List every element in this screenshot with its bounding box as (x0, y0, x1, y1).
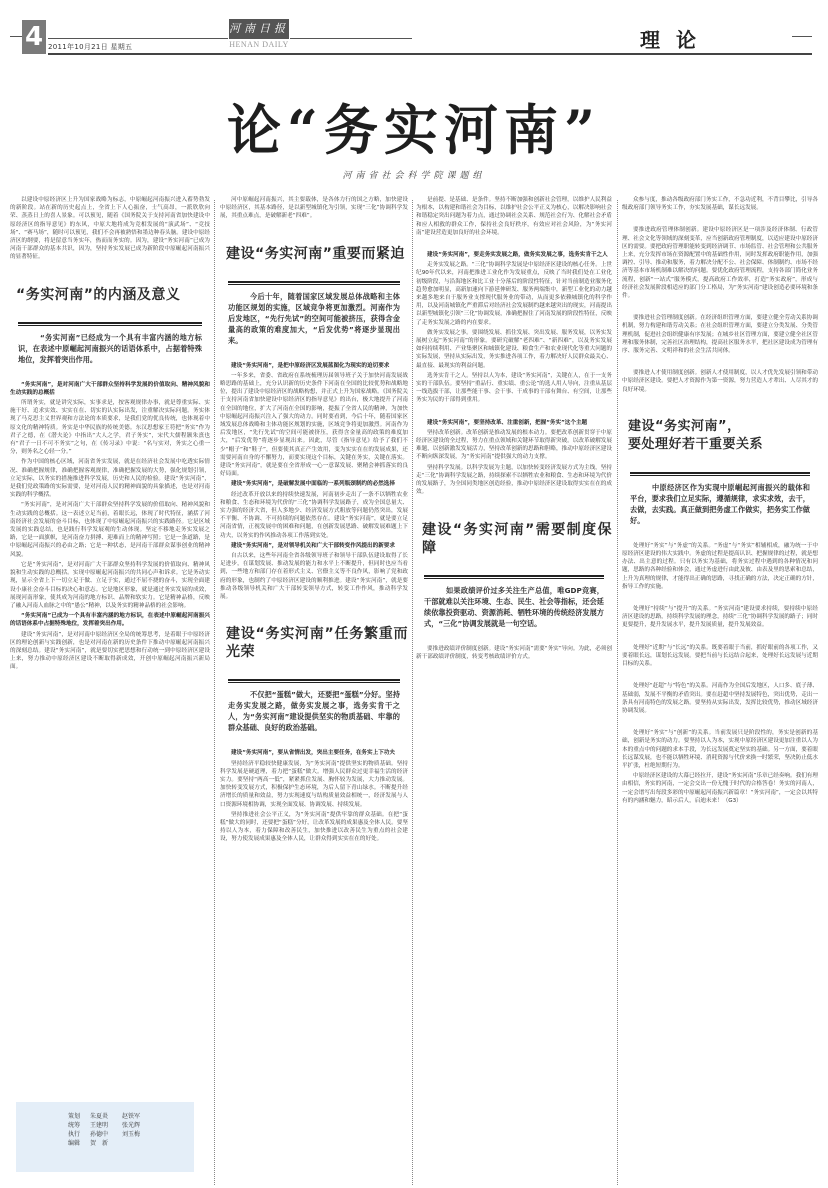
credit-role: 执行 (68, 1131, 81, 1138)
credit-role: 统筹 (68, 1122, 81, 1129)
paragraph: 处理好“务实”与“务虚”的关系。“务虚”与“务实”相辅相成，融为统一于中原经济区建设的伟大实践中。务虚的过程是提高认识、把握规律的过程，就是想办法、出主意的过程。只有以务实为基础，将务实过程中遇到的各种情况和问题，思路的各种经验和体会，通过务虚进行由此及彼、由表及里的思索和总结，上升为真理的规律，才能得出正确的思路，寻找正确的方法，决定正确的方针，指导工作的实施。 (622, 542, 818, 590)
credit-row (68, 1139, 194, 1148)
paragraph-lead: 建设“务实河南”，是对领导机关和广大干部转变作风提出的新要求 (231, 542, 395, 549)
paragraph: 中原经济区建设的大幕已经拉开，建设“务实河南”乐章已经奏响。我们有理由相信，务实的河南，一定会交出一份无愧于时代的合格答卷！务实的河南人，一定会谱写出每段多彩的中原崛起河南振兴新篇章！“务实河南”，一定会以其特有的内涵和魅力，昭示后人，启迪未来！（G3） (622, 773, 818, 804)
section-summary (424, 575, 604, 629)
paragraph: 一年多来，省委、省政府在系统梳理历届领导班子关于加快河南发展战略思路的基础上，充分认识新的历史条件下河南在全国的比较优势和战略地位，提出了建设中原经济区的战略构想，并正式上升为国家战略。《国务院关于支持河南省加快建设中原经济区的指导意见》的出台，极大地提升了河南在全国的地位，扩大了河南在全国的影响，提振了全省人民的精神，为加快中原崛起河南振兴注入了强大的动力。同时要看到，今后十年，随着国家区域发展总体战略和主体功能区规划的实施，区域竞争将更加激烈。河南作为后发地区，“先行先试”的空间可能被挤压，获得含金量高的政策的难度加大，“后发优势”将逐步显现出来。因此，尽管《指导意见》给予了我们不少“帽子”和“鞋子”，但要使其真正产生效用，变为实实在在的发展成果，还需要河南自身的不懈努力，而要实现这个目标，关键在务实，关键在落实。建设“务实河南”，就是要在全省形成一心一意谋发展、聚精会神抓落实的良好局面。 (220, 372, 408, 478)
summary-rule (228, 679, 400, 683)
paragraph: 以建设中原经济区上升为国家战略为标志，中原崛起河南振兴进入蓄势勃发的新阶段。站在新的历史起点上，全省上下人心振奋，士气高昂，一派欣欣向荣、蒸蒸日上的喜人景象。可以预见，随着《国务院关于支持河南省加快建设中原经济区的指导意见》的东风，中原大地将成为竞相发展的“演武场”、“竞技场”、“赛马场”，随时可以预见，我们不会再被熟悟和墨边种春头脑。建设中原经济区的纲要，将是留意当务实年，热而而务实的。因为，建设“务实河南”已成为河南干部群众的基本共识，因为，坚持务实发展已成为新阶段中原崛起河南振兴的显著特征。 (10, 197, 210, 261)
section-summary (228, 281, 400, 346)
paragraph: 它是“务实河南”，是对河南广大干部群众坚持科学发展的价值取向、精神风貌和生动实践的总概括。实现中原崛起河南振兴的共同心声和诉求。它是务动实现，显示全省上下一切立足于做、立足于实，通过不屈不挠的奋斗，实现全面建设小康社会奋斗目标的决心和意志。它是地区形象，就是通过务实发展的成效，展现河南形象，使其成为河南的地方标识、品牌和软实力。它是精神品格，反映了融入河南人血脉之中的“愚公”精神，以及务实的精神品格的社会影响。 (10, 561, 210, 609)
paragraph: 走务实发展之路。“三化”协调科学发展是中原经济区建设的核心任务。上世纪90年代以来，河南把推进工业化作为发展重点，反映了当时我们处在工业化初级阶段，与沿海地区和比工业十分落后的阶段性特征，针对当前制造业服务化趋势愈加明显，高新加速向下游延伸研发、服务两端集中，新型工业化的动力越来越多地来自于服务业支撑现代服务业的带动，从而更多依赖城镇化的科学作用，以及河南城镇化严重滞后对经济社会发展制约越来越突出的现实，河南提出以新型城镇化引领“三化”协调发展，准确把握住了河南发展的阶段性特征，反映了走务实发展之路的内在要求。 (416, 262, 612, 326)
column-divider (214, 200, 215, 1185)
spacer (622, 302, 818, 314)
spacer (622, 593, 818, 605)
paragraph: 处理好“务实”与“创新”的关系。当前发展只是阶段性的，务实是创新的基础，创新是务实的动力。要坚持以人为本，实现中原经济区建设更加注重以人为本的重点中的问题的求本手段，为长远发展奠定坚实的基础。另一方面，要着眼长远谋发展，也不能以牺牲环境、消耗资源与代价来换一时繁荣，坚决防止低水平扩张，杜绝短期行为。 (622, 730, 818, 769)
section-name: 理论 (640, 28, 712, 52)
rule-top-right (290, 38, 412, 39)
credit-name: 孙德中 (90, 1131, 109, 1138)
section-summary (630, 472, 810, 526)
spacer (622, 357, 818, 369)
paragraph-lead: 建设“务实河南”，是把中原经济区发展蓝图化为现实的迫切要求 (231, 362, 390, 369)
paragraph-lead: 建设“务实河南”，要坚持改革、注重创新，把握“务实”这个主题 (427, 419, 588, 426)
paragraph: 处理好“近期”与“长远”的关系。既要着眼于当前，抓好眼前的各项工作，又要着眼长远，谋划长远发展。要把当前与长远结合起来，处理好长远发展与近期目标的关系。 (622, 644, 818, 668)
paragraph: “务实河南”，是对河南广大干部群众坚持科学发展的价值取向、精神风貌和生动实践的总概括。这一表述立足当前，着眼长远，体现了时代特征，涵括了河南经济社会发展的奋斗目标，也体现了中原崛起河南振兴的实践路径。它是区域发展的实践总结，也是践行科学发展观的生动体现。坚定不移地走务实发展之路，它是一面旗帜，是河南奋力拼搏、迎难而上的精神写照；它是一条道路，是中原崛起河南振兴的必由之路；它是一种状态，是河南干部群众谋事创业的精神风貌。 (10, 502, 210, 558)
paragraph: 处理好“赶超”与“特色”的关系。河南作为全国后发地区，人口多、底子薄、基础弱，发展不平衡的矛盾突出。要在赶超中坚持发展特色，突出优势，走出一条具有河南特色的发展之路。要坚持从实际出发，发挥比较优势，推动区域经济协调发展。 (622, 683, 818, 714)
summary-rule (424, 575, 604, 579)
article-byline: 河南省社会科学院课题组 (342, 171, 486, 181)
section-heading-line: 要处理好若干重要关系 (628, 436, 764, 452)
credit-role: 编辑 (68, 1140, 81, 1147)
credit-name: 刘玉梅 (122, 1131, 141, 1138)
credit-name: 张光辉 (122, 1122, 141, 1129)
paragraph: 要推进政府管理体制创新。建设中原经济区是一项涉及经济体制、行政管理、社会文化等领域的深刻变革，应当创新政府管理制度，以适应建设中原经济区的需要。要把政府管理职能转变到经济调节、市场监管、社会管理和公共服务上来，充分发挥市场在资源配置中的基础性作用，同时发挥政府职能作用，加强调控、引导、推动和服务，着力解决分配不公、社会保障、体制制约、市场不经济等基本市场机制难以解决的问题。要优化政府管理流程，支持各部门简化业务流程，创新“一站式”服务模式，提高政府工作效率，打造“务实政府”，形成与经济社会发展阶段相适应的部门分工格局，为“务实河南”建设创造必要环境和条件。 (622, 227, 818, 300)
summary-text: 中原经济区作为实现中原崛起河南振兴的载体和平台，要求我们立足实际，遵循规律，求实求效，去干，去做，去实践。真正做到把务虚工作做实，把务实工作做好。 (630, 482, 810, 525)
credit-row (68, 1130, 194, 1139)
article-title: 论“务实河南” (226, 98, 602, 162)
section-heading: 建设“务实河南”需要制度保障 (422, 521, 612, 556)
section-heading (628, 418, 818, 454)
paragraph: 坚持改革创新。改革创新是推动发展的根本动力。要把改革创新贯穿于中原经济区建设的全过程，努力在重点领域和关键环节取得新突破。以改革破解发展难题，以创新激发发展活力，坚持改革创新的思路和胆略，推动中原经济区建设不断向纵深发展，为“务实河南”提供强大的动力支撑。 (416, 429, 612, 461)
summary-text: 今后十年，随着国家区域发展总体战略和主体功能区规划的实施，区域竞争将更加激烈。河南作为后发地区，“先行先试”的空间可能被挤压，获得含金量高的政策的难度加大，“后发优势”将逐步显现出来。 (228, 291, 400, 345)
paragraph-lead: 建设“务实河南”，要走务实发展之路，做务实发展之事，选务实肯干之人 (427, 252, 608, 259)
section-heading: “务实河南”的内涵及意义 (16, 286, 181, 303)
paragraph: 要推进人才使用制度创新。创新人才使用制度，以人才优先发展引领和带动中原经济区建设。要把人才资源作为第一资源，努力营造人才辈出、人尽其才的良好环境。 (622, 370, 818, 393)
paragraph: 要推进社会管理制度创新。在经济组织管理方面，要建立健全劳动关系协调机制，努力构建和谐劳动关系；在社会组织管理方面，要建立分类发展、分类管理机制，促进社会组织健康有序发展；在城乡社区管理方面，要建立健全社区管理和服务体制，完善社区治理结构，提高社区服务水平，把社区建设成为管理有序、服务完善、文明祥和的社会生活共同体。 (622, 315, 818, 355)
paragraph: 坚持经济平稳较快健康发展，为“务实河南”提供坚实的物质基础。坚持科学发展是硬道理，着力把“蛋糕”做大。增强人民群众过更幸福生活的经济实力。要坚持“两高一低”，紧紧抓住发展、胸怀较为发展，大力推动发展。加快转变发展方式，积极保护生态环境，为后人留下青山绿水。不断提升经济增长的质量和效益，努力实现速度与结构质量效益相统一，经济发展与人口资源环境相协调，实现全面发展、协调发展、持续发展。 (220, 760, 408, 808)
summary-text: “务实河南”已经成为一个具有丰富内涵的地方标识，在表述中原崛起河南振兴的话语体系中，占据着特殊地位，发挥着突出作用。 (18, 332, 202, 364)
spacer (622, 214, 818, 226)
summary-text: 如果政绩评价过多关注生产总值，唯GDP竞赛，干部就难以关注环境、生态、民生、社会等指标，还会延续依靠投资驱动、资源消耗、牺牲环境的传统经济发展方式，“三化”协调发展就是一句空话。 (424, 585, 604, 628)
credit-role: 策划 (68, 1113, 81, 1120)
rule-top (48, 38, 228, 39)
paragraph: 坚持科学发展。以科学发展为主题，以加快转变经济发展方式为主线，坚持走“三化”协调科学发展之路，持续探索不以牺牲农业和粮食、生态和环境为代价的发展路子，为全国同类地区创造经验，推动中原经济区建设取得实实在在的成效。 (416, 464, 612, 496)
paragraph: 要推进政绩评价制度创新。建设“务实河南”需要“务实”导向。为此，必须创新干部政绩评价制度，转变考核政绩评价方式。 (416, 645, 612, 660)
paragraph: 众参与度，推动各级政府部门务实工作，不急功近利，不背目攀比，引导各级政府部门领导务实工作，夯实发展基础，谋长远发展。 (622, 197, 818, 212)
paragraph: 坚持推进社会公平正义，为“务实河南”提供牢靠的群众基础。在把“蛋糕”做大的同时，还要把“蛋糕”分好，让改革发展的成果惠及全体人民。要坚持以人为本，着力保障和改善民生，加快推进以改善民生为重点的社会建设，努力使发展成果惠及全体人民，让群众得到实实在在的好处。 (220, 811, 408, 843)
paragraph: 所谓务实，就是讲究实际，实事求是，按客观规律办事，就是尊重实际、实施干好、追求实效、实实在在、切实的认实际出发，注重解决实际问题。务实体现了马克思主义世界观和方法论的本质要求，是我们党的优良传统，也体现着中原文化的精神特质。务实是中华民族的传统美德。东汉思想家王符把“务实”作为君子之德，在《潜夫论》中指出“大人之学，君子务实”，宋代大儒程颢朱熹也有“君子一日不可不务实”之句，在《传习录》中说：“名与实对，务实之心重一分，则务名之心轻一分。” (10, 400, 210, 456)
paragraph: 处理好“持续”与“提升”的关系。“务实河南”建设要求持续，要持续中原经济区建设的思路，持续科学发展的理念，持续“三化”协调科学发展的路子；同时更要提升，提升发展水平，提升发展质量，提升发展效益。 (622, 606, 818, 629)
paragraph-lead: “务实河南”，是对河南广大干部群众坚持科学发展的价值取向、精神风貌和生动实践的总概括 (10, 381, 210, 396)
credit-row (68, 1112, 194, 1121)
column-divider (412, 200, 413, 1185)
article-column-3 (416, 196, 612, 1186)
spacer (622, 632, 818, 644)
rule-right (792, 36, 812, 37)
newspaper-logo: 河南日报 (229, 19, 289, 39)
credit-name: 赵铁军 (122, 1113, 141, 1120)
paragraph: 选务实肯干之人。坚持以人为本，建设“务实河南”，关键在人，在于一支务实的干部队伍。要坚持“重品行、重实绩、重公论”的选人用人导向，注重从基层一线选拔干部，让那些能干事、会干事、干成事的干部有舞台、有空间，让那些务实为民的干部得到重用。 (416, 372, 612, 404)
credit-row (68, 1121, 194, 1130)
paragraph: 作为中国的核心区域，河南省务实发展，就是在经济社会发展中吃透实际情况、准确把握规律，准确把握客观规律，准确把握发展的大势，强化规划引领，立足实际，以务实的措施推进科学发展，历史和人民的检验。建设“务实河南”，是我们党政策路的实际需要，是对河南人民的精神面貌的具象描述，也是对河南实践的科学概括。 (10, 459, 210, 499)
section-heading-line: 建设“务实河南”， (628, 418, 741, 434)
paragraph-lead: 建设“务实河南”，是破解发展中面临的一系列瓶颈制约的必然选择 (231, 481, 395, 488)
paragraph-lead: “务实河南”已成为一个具有丰富内涵的地方标识，在表述中原崛起河南振兴的话语体系中占据特殊地位，发挥着突出作用。 (10, 613, 210, 628)
page-number: 4 (22, 20, 46, 54)
paragraph: 建设“务实河南”，是对河南中原经济区全局的统筹思考，是着眼于中原经济区的理论创新与实践创新，也是对河南在新的历史条件下推动中原崛起河南振兴的深刻总结。建设“务实河南”，就是要切实把思想和行动统一到中原经济区建设上来，努力推动中原经济区建设不断取得新成效，开创中原崛起河南振兴新局面。 (10, 631, 210, 671)
newspaper-logo-english: HENAN DAILY (229, 40, 289, 49)
section-summary (18, 322, 202, 365)
summary-rule (228, 281, 400, 285)
masthead (0, 0, 828, 60)
spacer (416, 407, 612, 419)
credit-name: 贺 新 (90, 1140, 109, 1147)
section-heading: 建设“务实河南”任务繁重而光荣 (226, 626, 408, 661)
paragraph-lead: 建设“务实河南”，要从省情出发，突出主要任务，在务实上下功夫 (231, 750, 395, 757)
credit-name: 王建明 (90, 1122, 109, 1129)
rule-left (10, 36, 22, 37)
column-divider (617, 200, 618, 1185)
spacer (622, 717, 818, 729)
rule-bottom (48, 53, 812, 55)
paragraph: 河中原崛起河南振兴，其主要载体，是各体力行的国之方略，加快建设中原经济区，其基本路径，是以新型城镇化为引领，实现“三化”协调科学发展，其重点难点，是破解新老“四难”。 (220, 197, 408, 220)
article-column-4 (622, 196, 818, 1186)
spacer (622, 670, 818, 682)
section-heading: 建设“务实河南”重要而紧迫 (226, 245, 405, 262)
credit-name: 朱夏炎 (90, 1113, 109, 1120)
credits-box (16, 1102, 194, 1172)
paragraph: 经过改革开放以来的持续快速发展，河南初步走出了一条不以牺牲农业和粮食、生态和环境为代价的“三化”协调科学发展路子，成为全国总量大、实力强的经济大省，但人多地少、经济发展方式粗放等问题仍然突出，发展不平衡、不协调、不可持续的问题依然存在。建设“务实河南”，就是要立足河南省情，正视发展中的困难和问题，在创新发展思路、破解发展难题上下功夫，以务实的作风推动各项工作落到实处。 (220, 491, 408, 539)
summary-rule (18, 322, 202, 326)
spacer (416, 239, 612, 251)
paragraph: 做务实发展之事。要围绕发展、抓住发展、突出发展、服务发展，以务实发展树立起“务实河南”的形象。要研究破解“老四难”、“新四难”，以及务实发展如何持续利用、产业集聚区和城镇化建设、粮食生产和农业现代化等重大问题的实际发展，坚持从实际出发，务实推进各项工作，着力解决好人民群众最关心、最直接、最现实的利益问题。 (416, 329, 612, 369)
article-column-1 (10, 196, 210, 1186)
paragraph: 是前提、是基础、是条件。坚持不断加强和创新社会管理，以维护人民利益为根本，以构建和谐社会为目标，以维护社会公平正义为核心，以解决影响社会和谐稳定突出问题为着力点，通过协调社会关系、规范社会行为、化解社会矛盾和应人相救的群众工作，保持社会良好秩序，有效应对社会风险，为“务实河南”建设营造更加良好的社会环境。 (416, 197, 612, 236)
article-column-2 (220, 196, 408, 1186)
paragraph: 自古以来，这些年河南全省各级领导班子和领导干部队伍建设取得了长足进步，在谋划发展、推动发展的能力和水平上不断提升，但同时也应当看到，一些地方和部门存在着形式主义、官僚主义等不良作风，影响了党和政府的形象，也制约了中原经济区建设的顺利推进。建设“务实河南”，就是要推动各级领导机关和广大干部转变领导方式，转变工作作风，推动科学发展。 (220, 553, 408, 601)
summary-text: 不仅把“蛋糕”做大，还要把“蛋糕”分好。坚持走务实发展之路，做务实发展之事，选务实肯干之人，为“务实河南”建设提供坚实的物质基础、牢靠的群众基础、良好的政治基础。 (228, 690, 400, 733)
section-summary (228, 679, 400, 733)
summary-rule (630, 472, 810, 476)
issue-date: 2011年10月21日 星期五 (48, 43, 133, 51)
